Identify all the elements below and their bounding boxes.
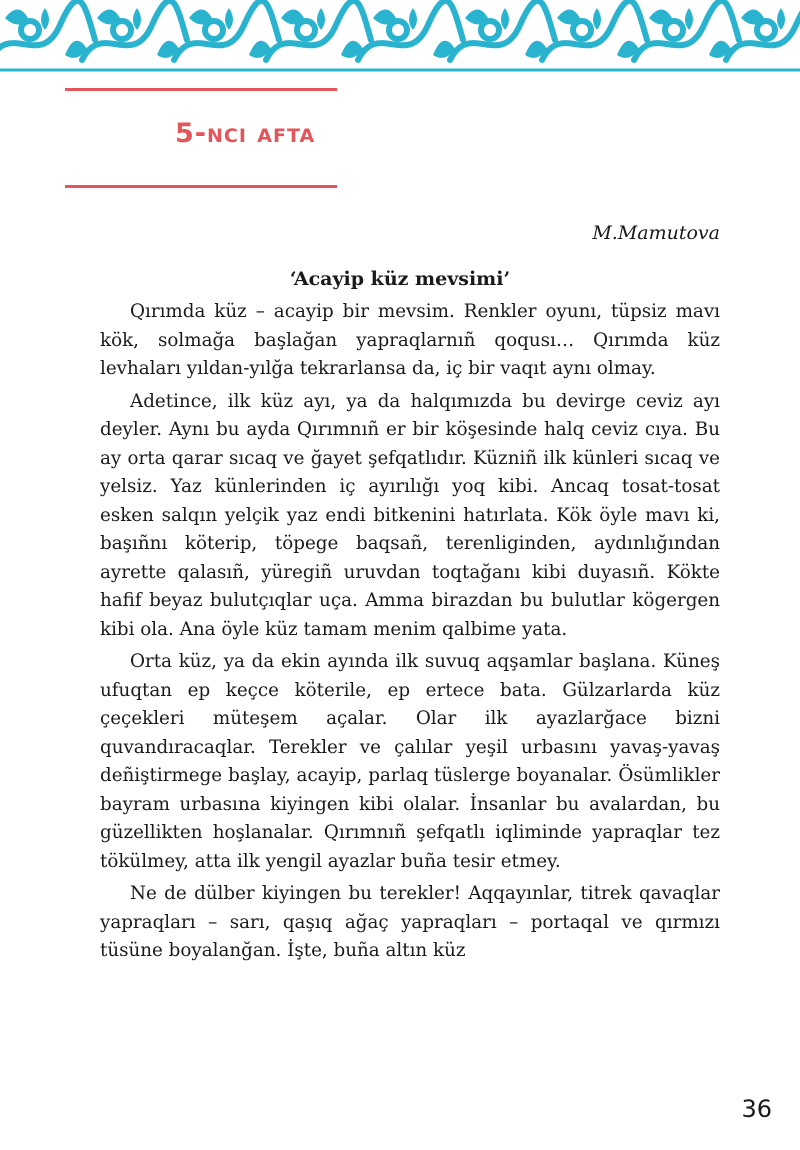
author-name: M.Mamutova <box>592 222 720 244</box>
story-text <box>100 298 720 970</box>
paragraph: Orta küz, ya da ekin ayında ilk suvuq aqşamlar başlana. Küneş ufuqtan ep keçce köterile, ep ertece bata. Gülzarlarda küz çeçekleri müteşem açalar. Olar ilk ayazlarğace bizni quvandıracaqlar. Terekler ve çalılar yeşil urbasını yavaş-yavaş deñiştirmege başlay, acayip, parlaq tüslerge boyanalar. Ösümlikler bayram urbasına kiyingen kibi olalar. İnsanlar bu avalardan, bu güzellikten hoşlanalar. Qırımnıñ şefqatlı iqliminde yapraqlar tez tökülmey, atta ilk yengil ayazlar buña tesir etmey. <box>100 651 720 872</box>
week-title: 5-nci afta <box>175 118 316 149</box>
story-title: ‘Acayip küz mevsimi’ <box>289 268 511 290</box>
title-rule-top <box>65 88 337 91</box>
paragraph: Ne de dülber kiyingen bu terekler! Aqqayınlar, titrek qavaqlar yapraqları – sarı, qaşıq ağaç yapraqları – portaqal ve qırmızı tüsüne boyalanğan. İşte, buña altın küz <box>100 883 720 961</box>
title-rule-bottom <box>65 185 337 188</box>
page-number: 36 <box>741 1095 772 1123</box>
paragraph: Adetince, ilk küz ayı, ya da halqımızda bu devirge ceviz ayı deyler. Aynı bu ayda Qırımnıñ er bir köşesinde halq ceviz cıya. Bu ay orta qarar sıcaq ve ğayet şefqatlıdır. Küzniñ ilk künleri sıcaq ve yelsiz. Yaz künlerinden iç ayırılığı yoq kibi. Ancaq tosat-tosat esken salqın yelçik yaz endi bitkenini hatırlata. Kök öyle mavı ki, başıñnı köterip, töpege baqsañ, terenliginden, aydınlığından ayrette qalasıñ, yüregiñ uruvdan toqtağanı kibi duyasıñ. Kökte hafif beyaz bulutçıqlar uça. Amma birazdan bu bulutlar kögergen kibi ola. Ana öyle küz tamam menim qalbime yata. <box>100 390 720 640</box>
paragraph: Qırımda küz – acayip bir mevsim. Renkler oyunı, tüpsiz mavı kök, solmağa başlağan yapraqlarnıñ qoqusı… Qırımda küz levhaları yıldan-yılğa tekrarlansa da, iç bir vaqıt aynı olmay. <box>100 301 720 379</box>
floral-ornament-border <box>0 0 800 72</box>
